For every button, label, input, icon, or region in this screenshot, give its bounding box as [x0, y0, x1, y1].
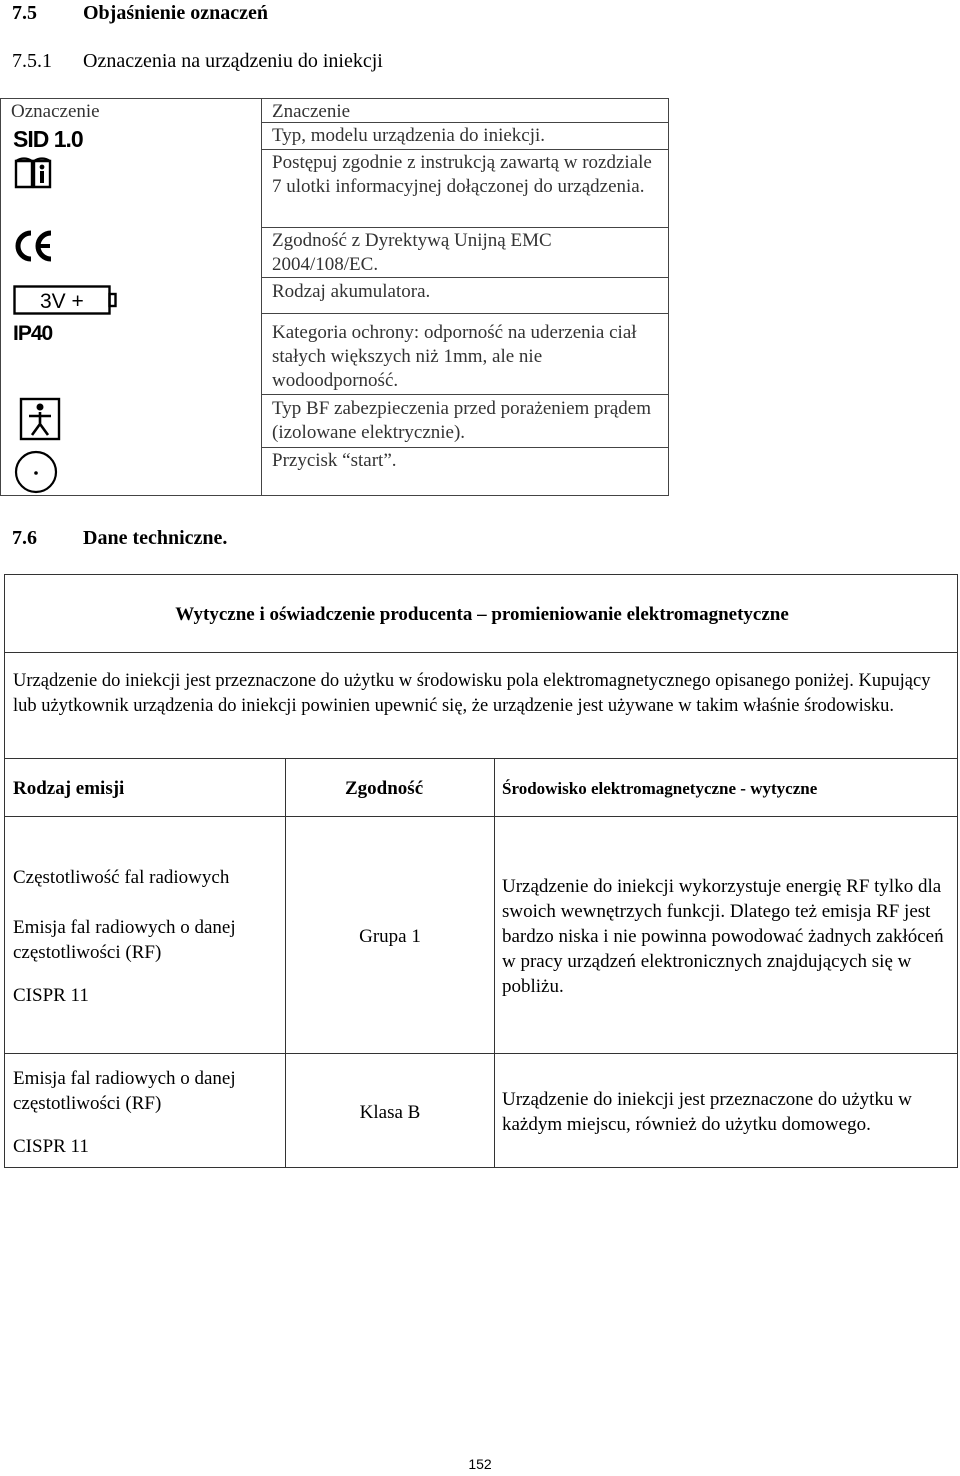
- ce-mark-icon: [13, 229, 55, 268]
- meaning-battery: Rodzaj akumulatora.: [272, 281, 431, 302]
- emc-intro: Urządzenie do iniekcji jest przeznaczone do użytku w środowisku pola elektromagnetycznego opisanego poniżej. Kupujący lub użytkownik urządzenia do iniekcji powinien upewnić się, że urządzenie jest używane w takim właśnie środowisku.: [13, 671, 931, 716]
- emc-title: Wytyczne i oświadczenie producenta – promieniowanie elektromagnetyczne: [175, 604, 789, 625]
- row2-guidance: Urządzenie do iniekcji jest przeznaczone do użytku w każdym miejscu, również do użytku domowego.: [502, 1089, 912, 1135]
- row2-compliance: Klasa B: [359, 1102, 421, 1123]
- header-compliance: Zgodność: [345, 778, 424, 799]
- section-7-6-heading: [0, 526, 960, 550]
- meaning-ce: Zgodność z Dyrektywą Unijną EMC 2004/108/EC.: [272, 230, 552, 275]
- start-button-icon: [13, 449, 59, 500]
- section-title: Oznaczenia na urządzeniu do iniekcji: [83, 50, 383, 72]
- ip40-icon: IP40: [13, 322, 53, 345]
- row1-guidance: Urządzenie do iniekcji wykorzystuje energię RF tylko dla swoich wewnętrzych funkcji. Dlatego też emisja RF jest bardzo niska i nie powinna powodować żadnych zakłóceń w pracy urządzeń elektronicznych znajdujących się w pobliżu.: [502, 876, 944, 997]
- section-number: 7.6: [12, 527, 37, 549]
- meaning-start: Przycisk “start”.: [272, 450, 397, 471]
- header-symbol: Oznaczenie: [11, 101, 100, 122]
- page-number: 152: [468, 1456, 492, 1472]
- section-title: Dane techniczne.: [83, 527, 228, 549]
- markings-table: [0, 98, 669, 496]
- sid-model-icon: SID 1.0: [13, 126, 83, 152]
- meaning-ip40: Kategoria ochrony: odporność na uderzenia ciał stałych większych niż 1mm, ale nie wodoodporność.: [272, 322, 637, 391]
- meaning-instructions: Postępuj zgodnie z instrukcją zawartą w rozdziale 7 ulotki informacyjnej dołączonej do urządzenia.: [272, 152, 652, 197]
- section-7-5-1-heading: [0, 49, 960, 73]
- meaning-model: Typ, modelu urządzenia do iniekcji.: [272, 125, 546, 146]
- section-7-5-heading: [0, 1, 960, 25]
- row1-emission-line2: Emisja fal radiowych o danej częstotliwości (RF): [13, 917, 236, 963]
- row1-emission-line3: CISPR 11: [13, 985, 89, 1006]
- instructions-book-icon: [13, 155, 53, 194]
- row1-compliance: Grupa 1: [359, 926, 421, 947]
- svg-text:3V +: 3V +: [40, 290, 84, 313]
- header-emission-type: Rodzaj emisji: [13, 778, 125, 799]
- meaning-type-bf: Typ BF zabezpieczenia przed porażeniem prądem (izolowane elektrycznie).: [272, 398, 652, 443]
- header-guidance: Środowisko elektromagnetyczne - wytyczne: [502, 779, 818, 798]
- section-number: 7.5.1: [12, 50, 52, 72]
- section-title: Objaśnienie oznaczeń: [83, 2, 268, 24]
- emc-table: [4, 574, 958, 1168]
- row1-emission-line1: Częstotliwość fal radiowych: [13, 867, 230, 888]
- row2-emission-line1: Emisja fal radiowych o danej częstotliwości (RF): [13, 1068, 236, 1114]
- battery-3v-icon: [13, 285, 117, 320]
- section-number: 7.5: [12, 2, 37, 24]
- header-meaning: Znaczenie: [272, 101, 351, 122]
- type-bf-person-icon: [19, 397, 61, 446]
- row2-emission-line2: CISPR 11: [13, 1136, 89, 1157]
